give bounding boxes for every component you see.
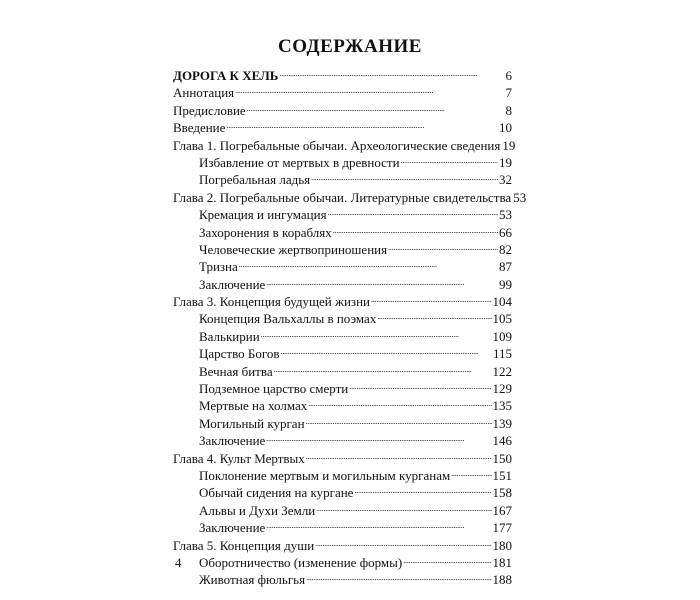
toc-subentry [173,241,512,258]
toc-subentry [173,432,512,449]
toc-subentry [173,154,512,171]
dot-leader [388,241,498,254]
dot-leader [239,258,498,271]
toc-entry-label: Заключение [199,276,266,292]
toc-subentry [173,519,512,536]
dot-leader [354,484,491,497]
toc-entry-page: 109 [492,328,512,344]
dot-leader [371,293,492,306]
toc-entry-page: 135 [492,398,512,414]
toc-entry-page: 129 [492,381,512,397]
toc-entry-label: Обычай сидения на кургане [199,485,354,501]
toc-entry-label: Альвы и Духи Земли [199,502,316,518]
dot-leader [328,206,498,219]
toc-entry [173,84,512,101]
toc-subentry [173,310,512,327]
toc-entry-label: Тризна [199,259,238,275]
dot-leader [333,224,498,237]
toc-entry-label: Могильный курган [199,415,305,431]
toc-entry-page: 139 [492,415,512,431]
toc-entry-page: 6 [505,68,512,83]
toc-entry-label: Заключение [199,520,266,536]
toc-entry-page: 180 [492,537,512,553]
dot-leader [281,345,492,358]
toc-entry-label: Захоронения в кораблях [199,224,332,240]
page-title: СОДЕРЖАНИЕ [278,36,422,57]
toc-entry-page: 66 [499,224,512,240]
toc-entry-page: 177 [492,520,512,536]
toc-entry [173,189,527,206]
toc-subentry [173,415,512,432]
dot-leader [401,154,498,167]
dot-leader [403,554,491,567]
toc-entry [173,137,516,154]
toc-subentry [173,258,512,275]
toc-entry-page: 8 [505,102,512,118]
toc-subentry [173,171,512,188]
toc-entry-label: ДОРОГА К ХЕЛЬ [173,68,279,83]
toc-entry-page: 151 [492,467,512,483]
toc-entry [173,119,512,136]
toc-entry-page: 167 [492,502,512,518]
dot-leader [247,102,505,115]
dot-leader [349,380,491,393]
toc-entry [173,537,512,554]
toc-entry-label: Погребальная ладья [199,172,311,188]
toc-entry-label: Заключение [199,433,266,449]
toc-subentry [173,571,512,588]
toc-entry-page: 87 [499,259,512,275]
toc-entry-page: 150 [492,450,512,466]
table-of-contents [173,67,527,589]
toc-entry [173,102,512,119]
toc-subentry [173,554,512,571]
toc-entry-page: 19 [502,137,516,153]
toc-entry-page: 146 [492,433,512,449]
dot-leader [261,328,492,341]
toc-entry-label: Вечная битва [199,363,273,379]
toc-entry-label: Введение [173,120,226,136]
toc-entry-label: Глава 5. Концепция души [173,537,315,553]
toc-entry-label: Подземное царство смерти [199,381,349,397]
toc-entry-page: 99 [499,276,512,292]
toc-subentry [173,345,512,362]
toc-subentry [173,328,512,345]
toc-entry-page: 188 [492,572,512,588]
toc-subentry [173,224,512,241]
toc-entry-label: Человеческие жертвоприношения [199,241,388,257]
toc-entry [173,450,512,467]
dot-leader [306,450,492,463]
toc-entry-page: 115 [492,346,512,362]
toc-entry-label: Животная фюльгья [199,572,306,588]
toc-entry-page: 19 [499,154,512,170]
toc-entry [173,67,512,84]
toc-subentry [173,467,512,484]
toc-entry-page: 104 [492,294,512,310]
dot-leader [377,310,491,323]
dot-leader [235,84,504,97]
toc-subentry [173,206,512,223]
toc-entry-label: Аннотация [173,85,235,101]
dot-leader [306,415,492,428]
toc-subentry [173,380,512,397]
toc-entry-label: Предисловие [173,102,246,118]
toc-entry-label: Избавление от мертвых в древности [199,154,400,170]
toc-entry-label: Глава 3. Концепция будущей жизни [173,294,370,310]
page-number: 4 [175,555,182,570]
dot-leader [308,397,491,410]
toc-entry-page: 158 [492,485,512,501]
toc-entry-label: Концепция Вальхаллы в поэмах [199,311,377,327]
dot-leader [266,519,491,532]
toc-entry [173,293,512,310]
toc-entry-label: Валькирии [199,328,260,344]
toc-entry-label: Глава 4. Культ Мертвых [173,450,305,466]
toc-entry-page: 181 [492,554,512,570]
dot-leader [316,502,491,515]
dot-leader [266,432,491,445]
toc-entry-label: Поклонение мертвым и могильным курганам [199,467,451,483]
dot-leader [311,171,498,184]
toc-entry-page: 10 [499,120,512,136]
dot-leader [266,276,498,289]
toc-entry-page: 122 [492,363,512,379]
dot-leader [306,571,491,584]
dot-leader [226,119,498,132]
toc-entry-page: 105 [492,311,512,327]
dot-leader [451,467,491,480]
toc-subentry [173,502,512,519]
toc-entry-label: Кремация и ингумация [199,207,327,223]
toc-entry-page: 53 [513,189,527,205]
toc-subentry [173,363,512,380]
dot-leader [315,537,491,550]
toc-entry-page: 32 [499,172,512,188]
toc-subentry [173,276,512,293]
toc-entry-label: Оборотничество (изменение формы) [199,554,403,570]
toc-entry-label: Мертвые на холмах [199,398,308,414]
toc-entry-page: 82 [499,241,512,257]
toc-entry-label: Царство Богов [199,346,280,362]
toc-entry-label: Глава 2. Погребальные обычаи. Литературные свидетельства [173,189,512,205]
dot-leader [274,363,492,376]
toc-subentry [173,397,512,414]
toc-entry-page: 7 [505,85,512,101]
toc-subentry [173,484,512,501]
dot-leader [279,67,504,80]
toc-entry-label: Глава 1. Погребальные обычаи. Археологические сведения [173,137,501,153]
toc-entry-page: 53 [499,207,512,223]
